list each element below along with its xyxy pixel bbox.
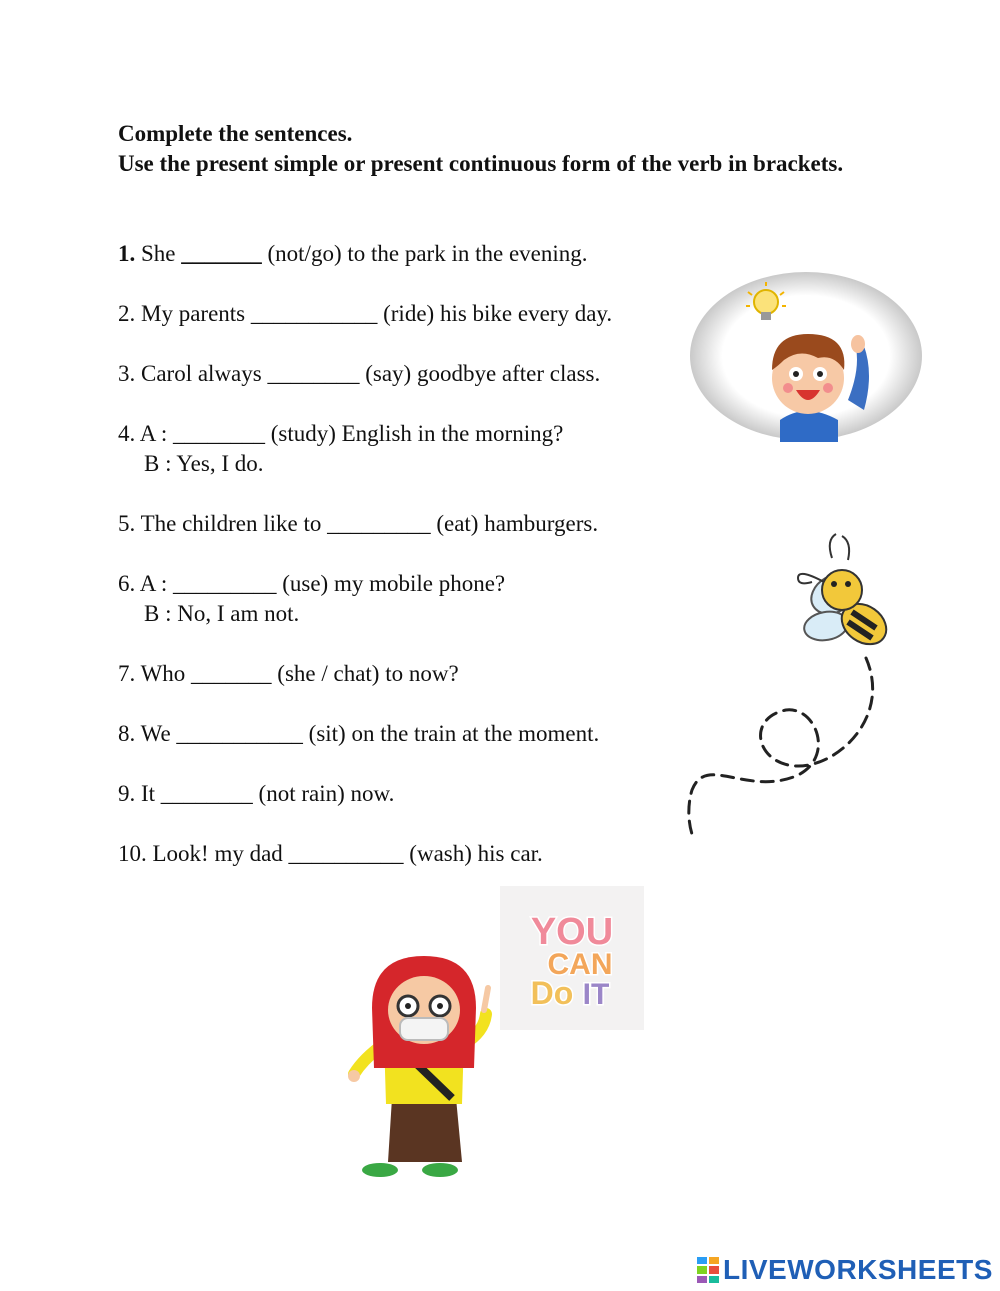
girl-illustration xyxy=(344,948,504,1180)
question-8: 8. We ___________ (sit) on the train at the moment. xyxy=(118,721,600,746)
instruction-line-2: Use the present simple or present continuous form of the verb in brackets. xyxy=(118,151,844,176)
question-6 xyxy=(118,569,505,629)
question-2: 2. My parents ___________ (ride) his bike every day. xyxy=(118,301,613,326)
question-3: 3. Carol always ________ (say) goodbye after class. xyxy=(118,361,601,386)
liveworksheets-brand xyxy=(697,1255,993,1285)
question-5: 5. The children like to _________ (eat) hamburgers. xyxy=(118,511,599,536)
instruction-line-1: Complete the sentences. xyxy=(118,121,353,146)
boy-idea-illustration xyxy=(688,270,924,442)
sticker-word-can: CAN xyxy=(547,948,613,981)
question-text-rest: (not/go) to the park in the evening. xyxy=(261,241,588,266)
sticker-word-do: Do xyxy=(530,975,574,1011)
question-1 xyxy=(118,239,588,269)
question-4-line: 4. A : ________ (study) English in the morning? xyxy=(118,421,564,446)
question-6-line: 6. A : _________ (use) my mobile phone? xyxy=(118,571,506,596)
question-4-reply: B : Yes, I do. xyxy=(144,451,264,476)
question-number: 1. xyxy=(118,241,136,266)
instructions xyxy=(118,119,878,179)
question-7: 7. Who _______ (she / chat) to now? xyxy=(118,661,459,686)
sticker-word-it: IT xyxy=(582,978,610,1011)
sticker-graphic xyxy=(500,886,644,1030)
question-10: 10. Look! my dad __________ (wash) his car. xyxy=(118,841,543,866)
sticker-word-you: YOU xyxy=(530,911,614,953)
you-can-do-it-sticker xyxy=(500,886,644,1030)
bee-icon xyxy=(686,528,908,840)
question-text: She xyxy=(135,241,182,266)
question-6-reply: B : No, I am not. xyxy=(144,601,300,626)
brand-name: LIVEWORKSHEETS xyxy=(723,1254,993,1285)
liveworksheets-logo-icon xyxy=(697,1257,719,1283)
answer-blank[interactable]: _______ xyxy=(181,241,262,266)
question-9: 9. It ________ (not rain) now. xyxy=(118,781,395,806)
question-4 xyxy=(118,419,563,479)
